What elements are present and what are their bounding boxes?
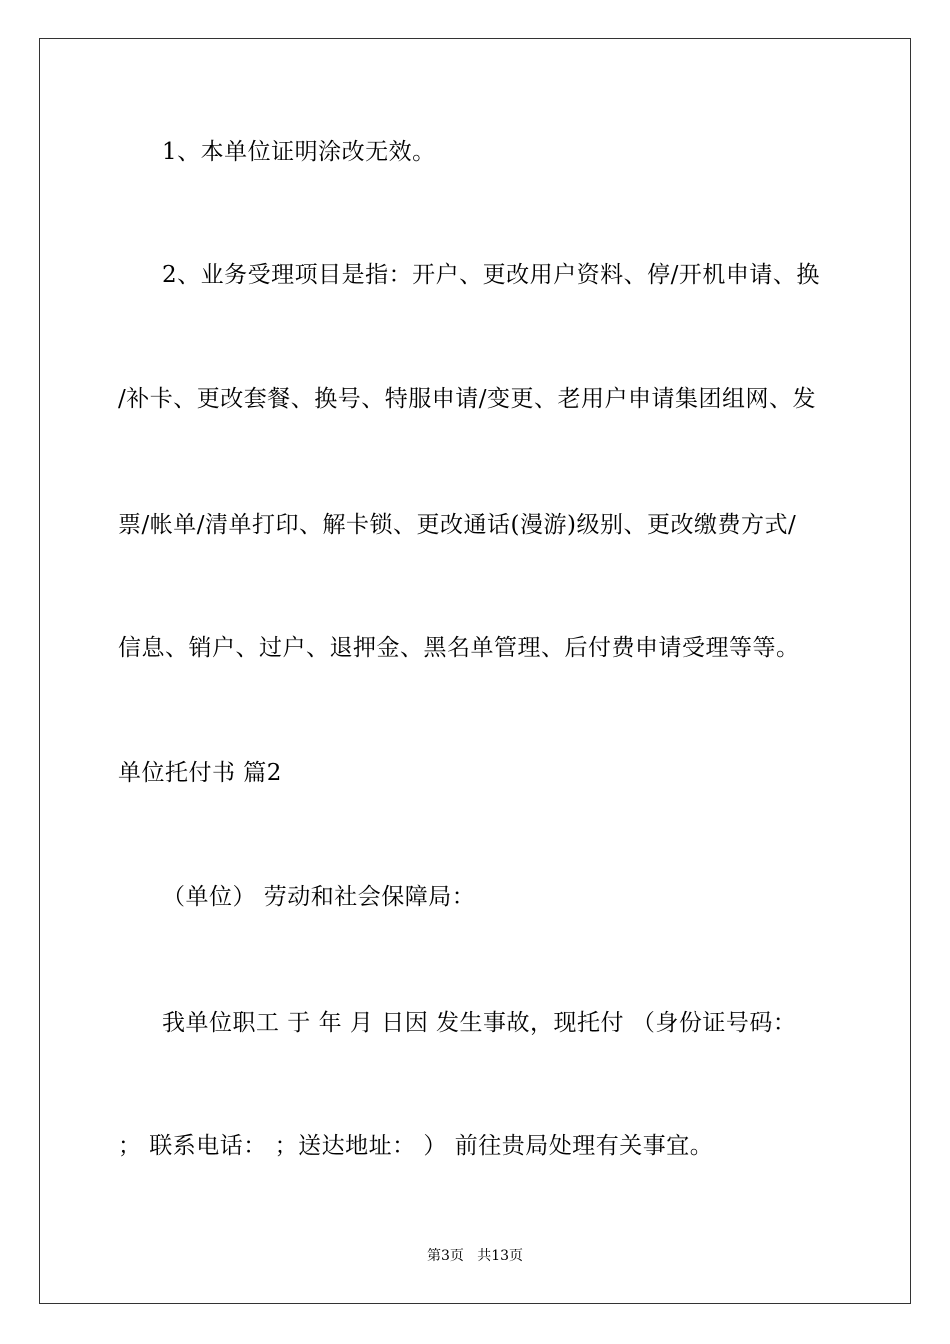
note-item-2-line-3: 票/帐单/清单打印、解卡锁、更改通话(漫游)级别、更改缴费方式/ bbox=[118, 512, 797, 538]
letter-body-line-1: 我单位职工 于 年 月 日因 发生事故，现托付 （身份证号码： bbox=[162, 1010, 797, 1036]
note-item-2-line-4: 信息、销户、过户、退押金、黑名单管理、后付费申请受理等等。 bbox=[118, 635, 800, 661]
page-border bbox=[39, 38, 911, 1304]
section-heading: 单位托付书 篇2 bbox=[118, 760, 282, 786]
note-item-2-line-2: /补卡、更改套餐、换号、特服申请/变更、老用户申请集团组网、发 bbox=[118, 386, 816, 412]
letter-body-line-2: ； 联系电话： ；送达地址： ） 前往贵局处理有关事宜。 bbox=[118, 1133, 714, 1159]
page-number: 第3页 共13页 bbox=[426, 1248, 524, 1264]
note-item-1: 1、本单位证明涂改无效。 bbox=[162, 139, 436, 165]
letter-addressee: （单位） 劳动和社会保障局： bbox=[162, 884, 476, 910]
note-item-2-line-1: 2、业务受理项目是指：开户、更改用户资料、停/开机申请、换 bbox=[162, 262, 820, 288]
